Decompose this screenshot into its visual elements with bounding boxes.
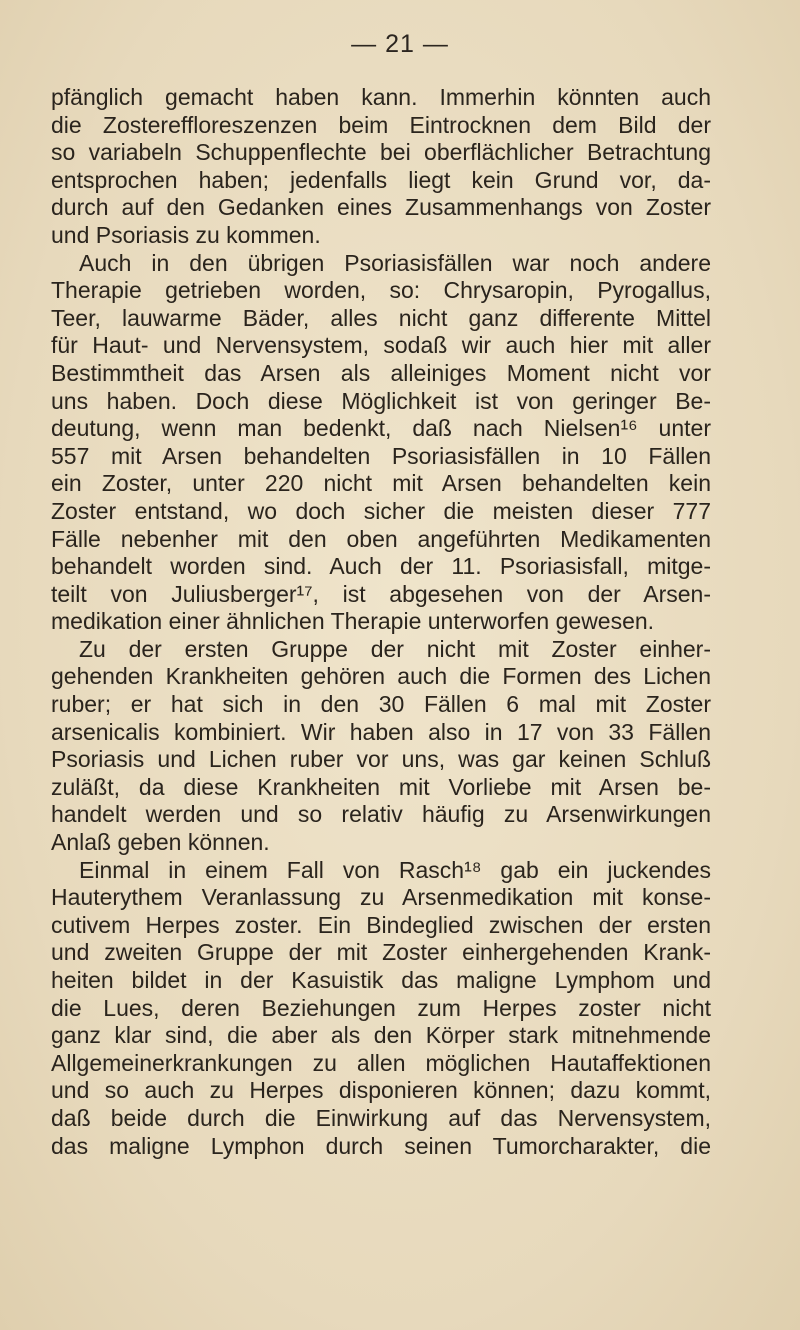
text-line: ruber; er hat sich in den 30 Fällen 6 mal mit Zoster [51,691,711,718]
text-line: Fälle nebenher mit den oben angeführten Medikamenten [51,525,711,552]
text-line: Hauterythem Veranlassung zu Arsenmedikation mit konse- [51,884,711,911]
body-text [51,84,711,1160]
text-line: die Lues, deren Beziehungen zum Herpes zoster nicht [51,994,711,1021]
text-line: entsprochen haben; jedenfalls liegt kein Grund vor, da- [51,166,711,193]
text-line: Anlaß geben können. [51,829,270,856]
text-line: Teer, lauwarme Bäder, alles nicht ganz differente Mittel [51,304,711,331]
text-line: für Haut- und Nervensystem, sodaß wir auch hier mit aller [51,332,711,359]
text-line: uns haben. Doch diese Möglichkeit ist von geringer Be- [51,387,711,414]
text-line: Einmal in einem Fall von Rasch¹⁸ gab ein juckendes [79,856,711,883]
text-line: teilt von Juliusberger¹⁷, ist abgesehen von der Arsen- [51,580,711,607]
text-line: deutung, wenn man bedenkt, daß nach Nielsen¹⁶ unter [51,415,711,442]
text-line: ein Zoster, unter 220 nicht mit Arsen behandelten kein [51,470,711,497]
text-line: durch auf den Gedanken eines Zusammenhangs von Zoster [51,194,711,221]
text-line: pfänglich gemacht haben kann. Immerhin könnten auch [51,84,711,110]
text-line: heiten bildet in der Kasuistik das maligne Lymphom und [51,967,711,993]
text-line: und so auch zu Herpes disponieren können; dazu kommt, [51,1077,711,1104]
text-line: Psoriasis und Lichen ruber vor uns, was gar keinen Schluß [51,746,711,773]
text-line: Auch in den übrigen Psoriasisfällen war noch andere [79,249,711,276]
text-line: das maligne Lymphon durch seinen Tumorcharakter, die [51,1132,711,1159]
text-line: die Zostereffloreszenzen beim Eintrocknen dem Bild der [51,111,711,138]
text-line: cutivem Herpes zoster. Ein Bindeglied zwischen der ersten [51,911,711,938]
text-line: Zoster entstand, wo doch sicher die meisten dieser 777 [51,497,711,524]
text-line: so variabeln Schuppenflechte bei oberflächlicher Betrachtung [51,139,711,166]
text-line: behandelt worden sind. Auch der 11. Psoriasisfall, mitge- [51,553,711,580]
text-line: ganz klar sind, die aber als den Körper stark mitnehmende [51,1022,711,1049]
text-line: medikation einer ähnlichen Therapie unterworfen gewesen. [51,608,655,635]
text-line: Zu der ersten Gruppe der nicht mit Zoster einher- [79,635,711,662]
text-line: gehenden Krankheiten gehören auch die Formen des Lichen [51,663,711,690]
page-number: — 21 — [351,30,449,58]
text-line: daß beide durch die Einwirkung auf das Nervensystem, [51,1104,711,1131]
text-line: Bestimmtheit das Arsen als alleiniges Moment nicht vor [51,359,711,386]
text-line: und Psoriasis zu kommen. [51,221,321,248]
text-line: 557 mit Arsen behandelten Psoriasisfällen in 10 Fällen [51,442,711,469]
text-line: Allgemeinerkrankungen zu allen möglichen Hautaffektionen [51,1049,711,1076]
text-line: zuläßt, da diese Krankheiten mit Vorliebe mit Arsen be- [51,773,711,800]
text-line: handelt werden und so relativ häufig zu Arsenwirkungen [51,801,711,828]
text-line: und zweiten Gruppe der mit Zoster einhergehenden Krank- [51,939,711,966]
text-line: Therapie getrieben worden, so: Chrysaropin, Pyrogallus, [51,277,711,304]
text-line: arsenicalis kombiniert. Wir haben also in 17 von 33 Fällen [51,718,711,745]
